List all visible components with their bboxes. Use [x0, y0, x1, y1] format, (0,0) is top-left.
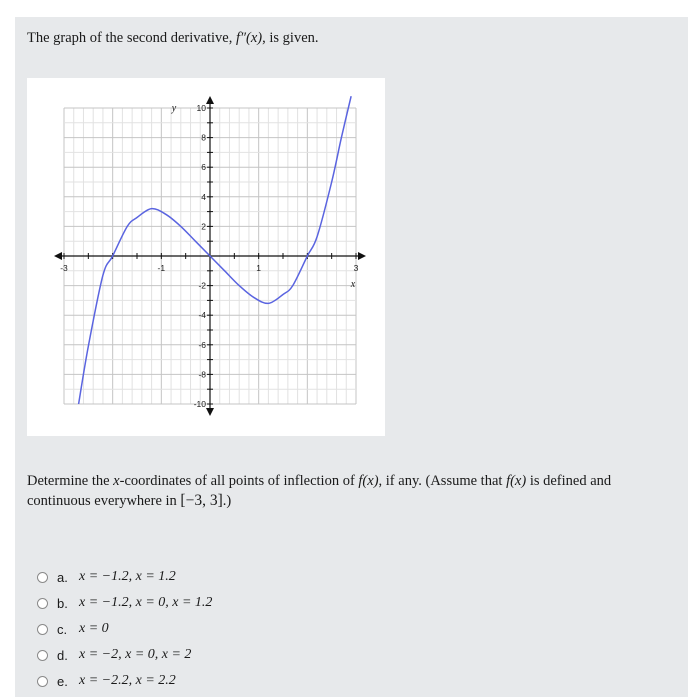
option-letter: b.	[57, 595, 68, 611]
y-tick-label: -10	[193, 399, 206, 409]
y-tick-label: -2	[198, 280, 206, 291]
option-text: x = −2.2, x = 2.2	[79, 673, 176, 688]
option-text: x = 0	[79, 621, 109, 636]
y-tick-label: 2	[201, 221, 206, 232]
radio-button[interactable]	[37, 624, 48, 635]
graph-container	[27, 78, 385, 436]
interval: [−3, 3]	[180, 492, 223, 509]
option-e[interactable]	[37, 668, 212, 694]
x-axis-label: x	[350, 279, 356, 290]
option-a[interactable]	[37, 564, 212, 590]
x-tick-label: -1	[157, 263, 166, 273]
second-derivative-curve	[79, 96, 352, 404]
option-d[interactable]	[37, 642, 212, 668]
option-letter: c.	[57, 621, 68, 637]
x-axis-arrow-right	[358, 252, 366, 260]
option-text: x = −1.2, x = 0, x = 1.2	[79, 595, 213, 610]
radio-button[interactable]	[37, 650, 48, 661]
y-tick-label: -8	[198, 369, 206, 380]
y-tick-label: -4	[198, 310, 206, 321]
radio-button[interactable]	[37, 572, 48, 583]
option-c[interactable]	[37, 616, 212, 642]
x-tick-label: 1	[256, 263, 262, 273]
x-axis-arrow-left	[54, 252, 62, 260]
y-axis-arrow-down	[206, 408, 214, 416]
option-b[interactable]	[37, 590, 212, 616]
answer-options	[37, 564, 212, 694]
radio-button[interactable]	[37, 676, 48, 687]
question-panel	[15, 17, 688, 697]
question-text: Determine the x-coordinates of all points of inflection of f(x), if any. (Assume that f(x) is defined and continuous everywhere in [−3, 3].)	[27, 473, 612, 509]
second-derivative-graph	[27, 78, 385, 436]
y-tick-label: -6	[198, 339, 206, 350]
y-tick-label: 8	[201, 132, 206, 143]
option-text: x = −1.2, x = 1.2	[79, 569, 176, 584]
y-tick-label: 10	[196, 103, 206, 113]
question-prompt: The graph of the second derivative, f″(x), is given.	[27, 30, 319, 46]
y-tick-label: 6	[201, 162, 206, 173]
y-tick-label: 4	[201, 191, 206, 202]
second-derivative-symbol: f″(x)	[235, 30, 263, 46]
y-axis-arrow-up	[206, 96, 214, 104]
option-text: x = −2, x = 0, x = 2	[79, 647, 192, 662]
option-letter: e.	[57, 673, 68, 689]
y-axis-label: y	[171, 103, 177, 114]
radio-button[interactable]	[37, 598, 48, 609]
option-letter: d.	[57, 647, 68, 663]
x-tick-label: -3	[60, 263, 68, 273]
x-tick-label: 3	[353, 263, 359, 273]
option-letter: a.	[57, 569, 68, 585]
